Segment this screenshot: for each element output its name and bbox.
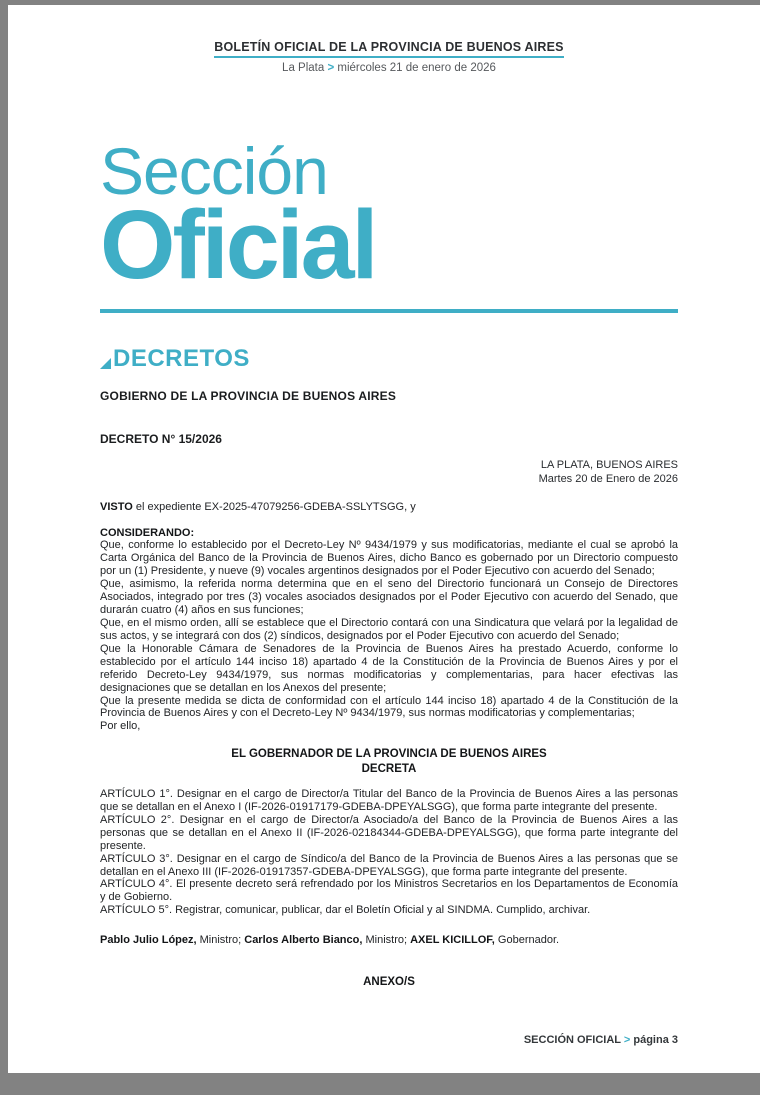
publication-date: miércoles 21 de enero de 2026 [337,62,496,74]
footer-section-label: SECCIÓN OFICIAL [523,1034,621,1046]
signature-line [100,934,678,946]
article-paragraph: ARTÍCULO 5°. Registrar, comunicar, publicar, dar el Boletín Oficial y al SINDMA. Cumplido, archivar. [100,904,591,917]
triangle-lower-right-icon [100,358,111,369]
masthead-line1: Sección [100,134,328,208]
considerando-paragraph: Que, conforme lo establecido por el Decreto-Ley Nº 9434/1979 y sus modificatorias, mediante el cual se aprobó la Carta Orgánica del Banco de la Provincia de Buenos Aires, dicho Banco es gobernado por un Directorio compuesto por un (1) Presidente, y nueve (9) vocales argentinos designados por el Poder Ejecutivo con acuerdo del Senado; [100,539,678,578]
publication-place: La Plata [282,62,325,74]
considerandos [100,539,678,733]
decreta-heading-line2: DECRETA [361,762,417,775]
footer-page-number: página 3 [633,1034,678,1046]
bulletin-subtitle [100,62,678,74]
bulletin-title: BOLETÍN OFICIAL DE LA PROVINCIA DE BUENOS AIRES [214,40,563,58]
article-paragraph: ARTÍCULO 2°. Designar en el cargo de Director/a Asociado/a del Banco de la Provincia de Buenos Aires a las personas que se detallan en el Anexo II (IF-2026-02184344-GDEBA-DPEYALSGG), que forma parte integrante del presente. [100,813,678,852]
place-date-block [100,459,678,487]
decree-number: DECRETO N° 15/2026 [100,431,222,446]
annex-label: ANEXO/S [363,976,415,989]
page-content [100,5,678,1073]
signer-name: AXEL KICILLOF, [410,934,495,947]
visto-label: VISTO [100,501,133,514]
page-footer [524,1034,678,1046]
article-paragraph: ARTÍCULO 4°. El presente decreto será refrendado por los Ministros Secretarios en los Departamentos de Economía y de Gobierno. [100,878,678,904]
chevron-separator-icon: > [623,1034,631,1046]
section-masthead [100,134,678,313]
considerando-label: CONSIDERANDO: [100,527,195,540]
decreta-heading [100,747,678,776]
considerando-paragraph: Que la presente medida se dicta de conformidad con el artículo 144 inciso 18) apartado 4 de la Constitución de la Provincia de Buenos Aires y con el Decreto-Ley Nº 9434/1979, sus normas modificatorias y complementarias; [100,694,678,720]
considerando-paragraph: Que, en el mismo orden, allí se establece que el Directorio contará con una Sindicatura que velará por la legalidad de sus actos, y se integrará con dos (2) síndicos, designados por el Poder Ejecutivo con acuerdo del Senado; [100,616,678,642]
masthead-line2: Oficial [100,190,376,299]
chevron-separator-icon: > [327,62,335,74]
signer-role: Gobernador. [494,934,560,947]
section-header-decretos [100,345,678,373]
signer-role: Ministro; [362,934,411,947]
signer-name: Carlos Alberto Bianco, [244,934,363,947]
visto-text: el expediente EX-2025-47079256-GDEBA-SSLYTSGG, y [132,501,416,514]
signer-role: Ministro; [196,934,245,947]
section-title: DECRETOS [113,344,250,372]
articles [100,788,678,917]
decreta-heading-line1: EL GOBERNADOR DE LA PROVINCIA DE BUENOS AIRES [231,748,547,761]
visto-line [100,501,678,513]
article-paragraph: ARTÍCULO 1°. Designar en el cargo de Director/a Titular del Banco de la Provincia de Buenos Aires a las personas que se detallan en el Anexo I (IF-2026-01917179-GDEBA-DPEYALSGG), que forma parte integrante del presente. [100,788,678,813]
signer-name: Pablo Julio López, [100,934,197,947]
decree-date: Martes 20 de Enero de 2026 [538,472,678,485]
masthead-rule [100,309,678,313]
decree-place: LA PLATA, BUENOS AIRES [540,458,678,471]
article-paragraph: ARTÍCULO 3°. Designar en el cargo de Síndico/a del Banco de la Provincia de Buenos Aires a las personas que se detallan en el Anexo III (IF-2026-01917357-GDEBA-DPEYALSGG), que forma parte integrante del presente. [100,852,678,878]
considerando-paragraph: Que, asimismo, la referida norma determina que en el seno del Directorio funcionará un Consejo de Directores Asociados, integrado por tres (3) vocales asociados designados por el Poder Ejecutivo con acuerdo del Senado, que durarán cuatro (4) años en sus funciones; [100,578,678,617]
bulletin-header [100,38,678,74]
organism-title: GOBIERNO DE LA PROVINCIA DE BUENOS AIRES [100,388,397,403]
document-page [8,5,760,1073]
considerando-paragraph: Por ello, [100,720,141,733]
considerando-paragraph: Que la Honorable Cámara de Senadores de la Provincia de Buenos Aires ha prestado Acuerdo, conforme lo establecido por el artículo 144 inciso 18) apartado 4 de la Constitución de la Provincia de Buenos Aires y por el referido Decreto-Ley 9434/1979, sus normas modificatorias y complementarias, para hacer efectivas las designaciones que se detallan en los Anexos del presente; [100,642,678,694]
